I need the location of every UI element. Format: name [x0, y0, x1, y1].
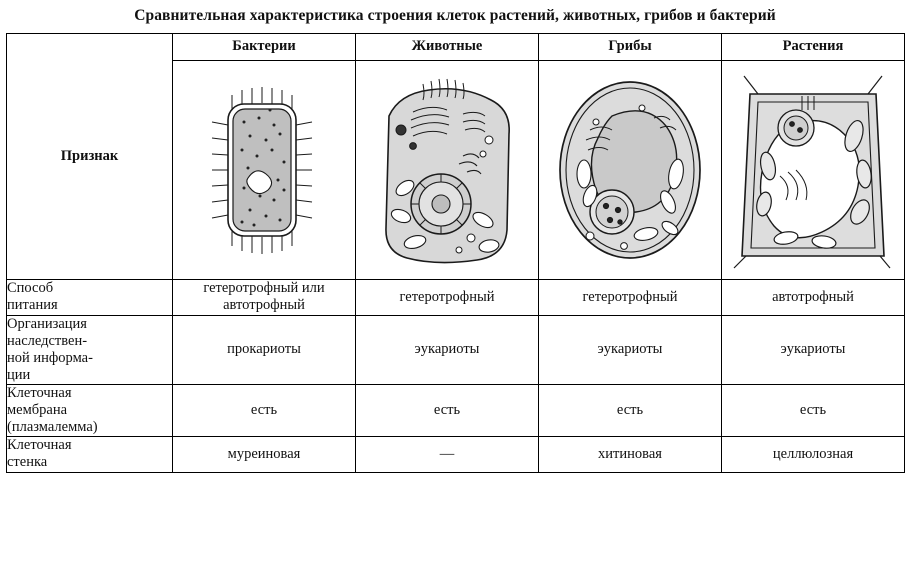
value-nutrition-bacteria: гетеротрофный или автотрофный [173, 279, 356, 315]
comparison-table [6, 33, 905, 473]
feature-membrane-line3: (плазмалемма) [7, 419, 98, 436]
fungal-cell-diagram [550, 70, 710, 270]
page-title: Сравнительная характеристика строения клеток растений, животных, грибов и бактерий [134, 7, 776, 24]
value-membrane-bacteria: есть [173, 385, 356, 437]
feature-genetic-line3: ной информа- [7, 349, 93, 366]
value-wall-fungi: хитиновая [539, 437, 722, 472]
value-genetic-bacteria: прокариоты [173, 315, 356, 384]
value-wall-animals: — [356, 437, 539, 472]
bacteria-cell-image-cell [173, 60, 356, 279]
feature-membrane-line2: мембрана [7, 402, 68, 419]
bacteria-cell-diagram [204, 70, 324, 270]
feature-nutrition-line2: питания [7, 297, 58, 314]
table-header-row [7, 33, 905, 60]
value-nutrition-fungi: гетеротрофный [539, 279, 722, 315]
table-header [7, 33, 905, 279]
table-row-cell-wall [7, 437, 905, 472]
feature-wall-line2: стенка [7, 454, 48, 471]
value-membrane-animals: есть [356, 385, 539, 437]
column-header-animals: Животные [356, 33, 539, 60]
value-membrane-plants: есть [722, 385, 905, 437]
feature-nutrition-line1: Способ [7, 280, 54, 297]
value-genetic-plants: эукариоты [722, 315, 905, 384]
feature-label-cell-membrane [7, 385, 173, 437]
feature-label-nutrition [7, 279, 173, 315]
feature-label-genetic-organization [7, 315, 173, 384]
value-nutrition-plants: автотрофный [722, 279, 905, 315]
column-header-bacteria: Бактерии [173, 33, 356, 60]
column-header-fungi: Грибы [539, 33, 722, 60]
table-row-genetic-organization [7, 315, 905, 384]
value-wall-plants: целлюлозная [722, 437, 905, 472]
feature-label-cell-wall [7, 437, 173, 472]
value-genetic-animals: эукариоты [356, 315, 539, 384]
feature-genetic-line1: Организация [7, 315, 87, 332]
value-nutrition-animals: гетеротрофный [356, 279, 539, 315]
column-header-feature: Признак [7, 33, 173, 279]
value-wall-bacteria: муреиновая [173, 437, 356, 472]
table-row-cell-membrane [7, 385, 905, 437]
table-row-nutrition [7, 279, 905, 315]
feature-genetic-line2: наследствен- [7, 332, 88, 349]
plant-cell-image-cell [722, 60, 905, 279]
feature-genetic-line4: ции [7, 366, 31, 383]
animal-cell-diagram [367, 70, 527, 270]
feature-wall-line1: Клеточная [7, 437, 72, 454]
table-body [7, 279, 905, 472]
value-membrane-fungi: есть [539, 385, 722, 437]
feature-membrane-line1: Клеточная [7, 385, 72, 402]
fungal-cell-image-cell [539, 60, 722, 279]
animal-cell-image-cell [356, 60, 539, 279]
value-genetic-fungi: эукариоты [539, 315, 722, 384]
column-header-plants: Растения [722, 33, 905, 60]
plant-cell-diagram [728, 70, 898, 270]
